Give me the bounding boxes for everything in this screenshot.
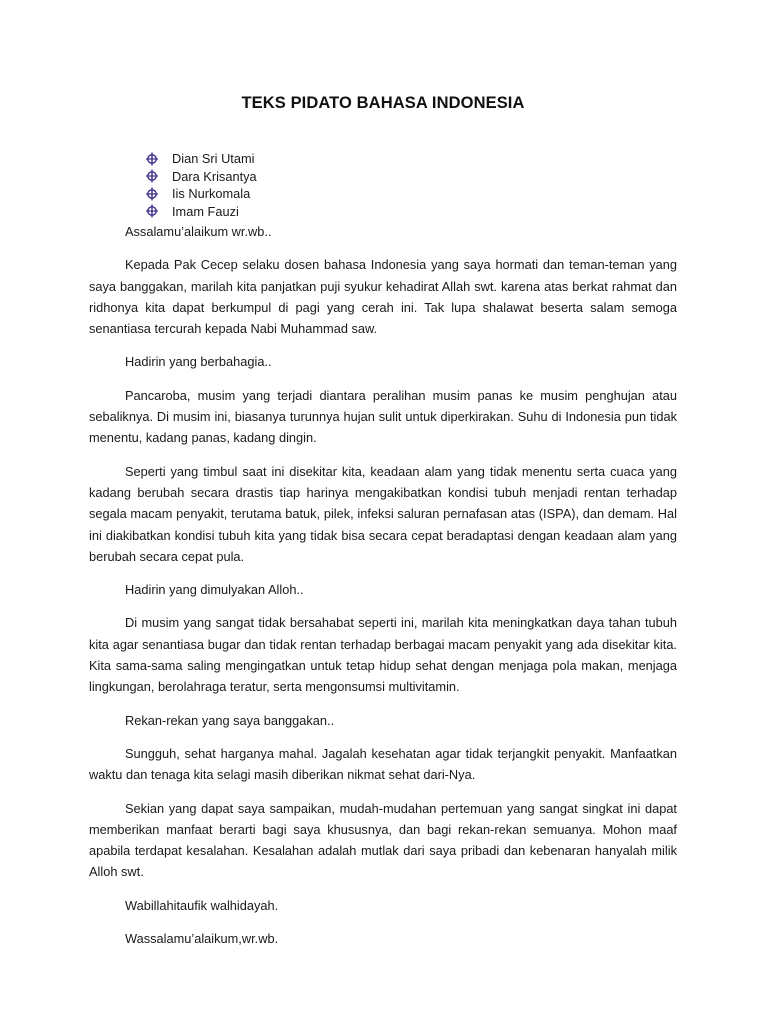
paragraph-health: Sungguh, sehat harganya mahal. Jagalah kesehatan agar tidak terjangkit penyakit. Manfaatkan waktu dan tenaga kita selagi masih diberikan nikmat sehat dari-Nya. <box>89 745 677 783</box>
paragraph-advice: Di musim yang sangat tidak bersahabat seperti ini, marilah kita meningkatkan daya tahan tubuh kita agar senantiasa bugar dan tidak rentan terhadap berbagai macam penyakit yang ada disekitar kita. Kita sama-sama saling mengingatkan untuk tetap hidup sehat dengan menjaga pola makan, menjaga lingkungan, berolahraga teratur, serta mengonsumsi multivitamin. <box>89 615 677 695</box>
circle-cross-bullet-icon <box>145 169 159 183</box>
author-name: Dian Sri Utami <box>172 151 255 167</box>
salutation-dimulyakan: Hadirin yang dimulyakan Alloh.. <box>125 582 304 598</box>
author-list-item <box>145 168 257 186</box>
paragraph-pancaroba: Pancaroba, musim yang terjadi diantara peralihan musim panas ke musim penghujan atau sebaliknya. Di musim ini, biasanya turunnya hujan sulit untuk diperkirakan. Suhu di Indonesia pun tidak menentu, kadang panas, kadang dingin. <box>89 387 677 446</box>
greeting-opening: Assalamu’alaikum wr.wb.. <box>125 224 272 239</box>
author-name: Iis Nurkomala <box>172 186 251 202</box>
author-list-item <box>145 203 257 221</box>
author-name: Imam Fauzi <box>172 203 239 219</box>
author-list <box>145 150 257 220</box>
greeting-closing: Wassalamu’alaikum,wr.wb. <box>125 931 279 947</box>
salutation-rekan: Rekan-rekan yang saya banggakan.. <box>125 712 335 728</box>
circle-cross-bullet-icon <box>145 152 159 166</box>
paragraph-closing: Sekian yang dapat saya sampaikan, mudah-mudahan pertemuan yang sangat singkat ini dapat memberikan manfaat berarti bagi saya khususnya, dan bagi rekan-rekan semuanya. Mohon maaf apabila terdapat kesalahan. Kesalahan adalah mutlak dari saya pribadi dan kebenaran hanyalah milik Alloh swt. <box>89 800 677 880</box>
speech-body <box>89 221 677 961</box>
salutation-hadirin: Hadirin yang berbahagia.. <box>125 354 272 370</box>
author-name: Dara Krisantya <box>172 168 257 184</box>
closing-phrase: Wabillahitaufik walhidayah. <box>125 897 279 913</box>
circle-cross-bullet-icon <box>145 204 159 218</box>
author-list-item <box>145 185 257 203</box>
paragraph-conditions: Seperti yang timbul saat ini disekitar kita, keadaan alam yang tidak menentu serta cuaca yang kadang berubah secara drastis tiap harinya mengakibatkan kondisi tubuh menjadi rentan terhadap segala macam penyakit, terutama batuk, pilek, infeksi saluran pernafasan atas (ISPA), dan demam. Hal ini diakibatkan kondisi tubuh kita yang tidak bisa secara cepat beradaptasi dengan keadaan alam yang berubah secara cepat pula. <box>89 463 677 564</box>
paragraph-introduction: Kepada Pak Cecep selaku dosen bahasa Indonesia yang saya hormati dan teman-teman yang saya banggakan, marilah kita panjatkan puji syukur kehadirat Allah swt. karena atas berkat rahmat dan ridhonya kita dapat berkumpul di pagi yang cerah ini. Tak lupa shalawat beserta salam semoga senantiasa tercurah kepada Nabi Muhammad saw. <box>89 257 677 337</box>
author-list-item <box>145 150 257 168</box>
document-title: TEKS PIDATO BAHASA INDONESIA <box>241 94 525 112</box>
circle-cross-bullet-icon <box>145 187 159 201</box>
